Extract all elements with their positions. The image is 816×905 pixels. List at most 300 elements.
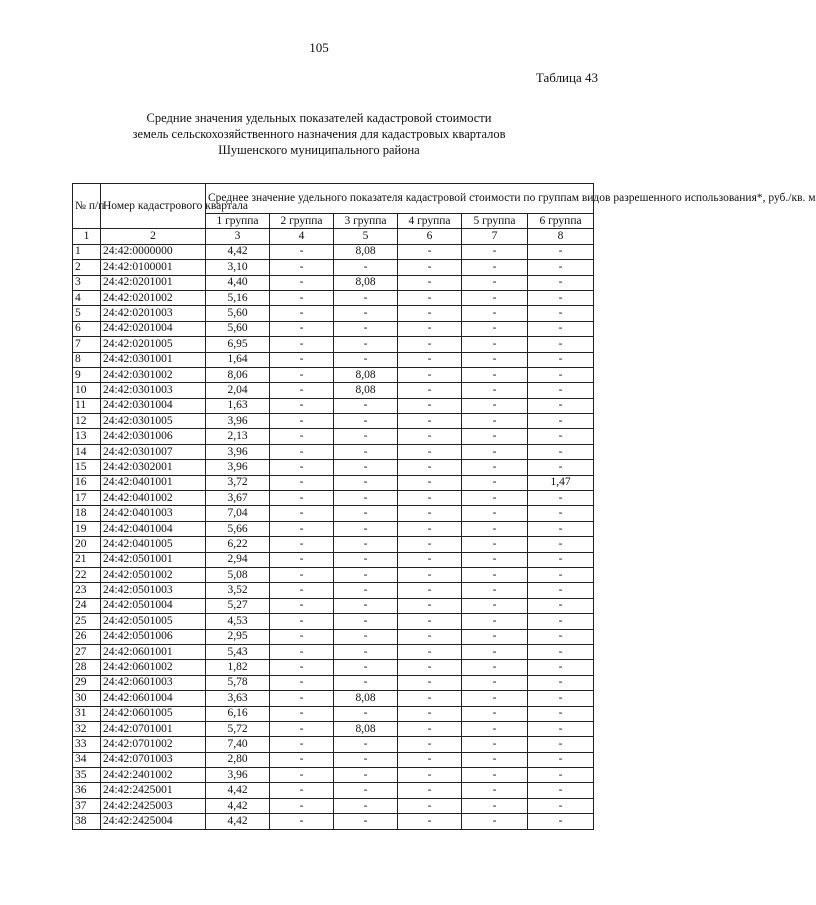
group-3-value: - — [334, 752, 398, 767]
quarter-number: 24:42:0301005 — [101, 414, 206, 429]
group-3-value: - — [334, 783, 398, 798]
quarter-number: 24:42:0201001 — [101, 275, 206, 290]
group-2-value: - — [270, 737, 334, 752]
group-5-value: - — [462, 798, 528, 813]
group-2-value: - — [270, 321, 334, 336]
table-row — [73, 352, 594, 367]
group-3-value: - — [334, 567, 398, 582]
group-6-value: - — [528, 537, 594, 552]
group-5-value: - — [462, 321, 528, 336]
quarter-number: 24:42:0401005 — [101, 537, 206, 552]
table-row — [73, 537, 594, 552]
group-4-value: - — [398, 414, 462, 429]
table-row — [73, 583, 594, 598]
group-2-value: - — [270, 367, 334, 382]
group-1-value: 5,60 — [206, 321, 270, 336]
table-row — [73, 460, 594, 475]
group-1-value: 3,72 — [206, 475, 270, 490]
table-row — [73, 783, 594, 798]
table-row — [73, 629, 594, 644]
table-row — [73, 721, 594, 736]
table-row — [73, 306, 594, 321]
group-2-value: - — [270, 798, 334, 813]
group-6-value: - — [528, 614, 594, 629]
row-number: 22 — [73, 567, 101, 582]
col-number: 8 — [528, 229, 594, 244]
group-3-value: - — [334, 706, 398, 721]
table-label: Таблица 43 — [535, 70, 598, 85]
header-average-value: Среднее значение удельного показателя кадастровой стоимости по группам видов разрешенного использования*, руб./кв. м — [206, 184, 594, 214]
table-row — [73, 367, 594, 382]
row-number: 20 — [73, 537, 101, 552]
col-number: 7 — [462, 229, 528, 244]
quarter-number: 24:42:0302001 — [101, 460, 206, 475]
group-1-value: 3,63 — [206, 691, 270, 706]
group-6-value: - — [528, 260, 594, 275]
group-1-value: 2,13 — [206, 429, 270, 444]
group-2-value: - — [270, 260, 334, 275]
table-row — [73, 614, 594, 629]
row-number: 32 — [73, 721, 101, 736]
group-4-value: - — [398, 567, 462, 582]
group-2-value: - — [270, 629, 334, 644]
page-number: 105 — [309, 40, 329, 55]
group-4-value: - — [398, 768, 462, 783]
group-5-value: - — [462, 706, 528, 721]
col-number: 3 — [206, 229, 270, 244]
group-2-value: - — [270, 506, 334, 521]
group-6-value: - — [528, 706, 594, 721]
table-row — [73, 691, 594, 706]
group-2-value: - — [270, 444, 334, 459]
row-number: 33 — [73, 737, 101, 752]
group-1-value: 4,40 — [206, 275, 270, 290]
group-4-value: - — [398, 583, 462, 598]
group-3-value: - — [334, 337, 398, 352]
table-row — [73, 444, 594, 459]
group-6-value: - — [528, 814, 594, 829]
group-4-value: - — [398, 429, 462, 444]
group-1-value: 7,40 — [206, 737, 270, 752]
group-5-value: - — [462, 552, 528, 567]
group-2-value: - — [270, 290, 334, 305]
table-row — [73, 475, 594, 490]
group-1-value: 2,94 — [206, 552, 270, 567]
group-2-value: - — [270, 244, 334, 259]
group-3-value: - — [334, 598, 398, 613]
row-number: 19 — [73, 521, 101, 536]
row-number: 37 — [73, 798, 101, 813]
group-3-value: - — [334, 260, 398, 275]
group-4-value: - — [398, 752, 462, 767]
group-3-value: 8,08 — [334, 244, 398, 259]
group-1-value: 4,42 — [206, 244, 270, 259]
group-2-value: - — [270, 660, 334, 675]
header-group-2: 2 группа — [270, 214, 334, 229]
group-5-value: - — [462, 691, 528, 706]
document-title — [0, 110, 638, 158]
group-2-value: - — [270, 537, 334, 552]
group-6-value: - — [528, 244, 594, 259]
group-5-value: - — [462, 383, 528, 398]
table-row — [73, 260, 594, 275]
group-6-value: - — [528, 721, 594, 736]
quarter-number: 24:42:0201004 — [101, 321, 206, 336]
group-3-value: - — [334, 444, 398, 459]
group-4-value: - — [398, 290, 462, 305]
title-line-3: Шушенского муниципального района — [218, 143, 420, 157]
group-2-value: - — [270, 768, 334, 783]
group-3-value: - — [334, 798, 398, 813]
group-1-value: 2,95 — [206, 629, 270, 644]
group-2-value: - — [270, 721, 334, 736]
table-row — [73, 814, 594, 829]
group-5-value: - — [462, 444, 528, 459]
row-number: 8 — [73, 352, 101, 367]
group-6-value: - — [528, 752, 594, 767]
group-4-value: - — [398, 244, 462, 259]
table-row — [73, 244, 594, 259]
table-row — [73, 521, 594, 536]
group-4-value: - — [398, 398, 462, 413]
group-4-value: - — [398, 706, 462, 721]
row-number: 2 — [73, 260, 101, 275]
quarter-number: 24:42:0201005 — [101, 337, 206, 352]
group-3-value: - — [334, 675, 398, 690]
group-4-value: - — [398, 737, 462, 752]
group-5-value: - — [462, 290, 528, 305]
group-3-value: 8,08 — [334, 691, 398, 706]
quarter-number: 24:42:2425001 — [101, 783, 206, 798]
table-row — [73, 660, 594, 675]
group-1-value: 5,16 — [206, 290, 270, 305]
group-4-value: - — [398, 814, 462, 829]
group-6-value: - — [528, 383, 594, 398]
quarter-number: 24:42:0601004 — [101, 691, 206, 706]
title-line-1: Средние значения удельных показателей кадастровой стоимости — [146, 111, 492, 125]
group-5-value: - — [462, 644, 528, 659]
quarter-number: 24:42:0301006 — [101, 429, 206, 444]
quarter-number: 24:42:0701001 — [101, 721, 206, 736]
group-4-value: - — [398, 660, 462, 675]
group-3-value: - — [334, 629, 398, 644]
group-3-value: - — [334, 491, 398, 506]
group-4-value: - — [398, 798, 462, 813]
header-no: № п/п — [73, 184, 101, 229]
group-1-value: 5,43 — [206, 644, 270, 659]
group-4-value: - — [398, 614, 462, 629]
group-3-value: - — [334, 521, 398, 536]
row-number: 6 — [73, 321, 101, 336]
group-3-value: 8,08 — [334, 367, 398, 382]
row-number: 1 — [73, 244, 101, 259]
header-row-1 — [73, 184, 594, 214]
group-2-value: - — [270, 521, 334, 536]
group-3-value: - — [334, 583, 398, 598]
group-3-value: - — [334, 506, 398, 521]
quarter-number: 24:42:0301007 — [101, 444, 206, 459]
quarter-number: 24:42:2401002 — [101, 768, 206, 783]
group-6-value: - — [528, 444, 594, 459]
group-2-value: - — [270, 414, 334, 429]
group-5-value: - — [462, 306, 528, 321]
table-row — [73, 706, 594, 721]
group-4-value: - — [398, 506, 462, 521]
row-number: 25 — [73, 614, 101, 629]
row-number: 28 — [73, 660, 101, 675]
group-4-value: - — [398, 537, 462, 552]
quarter-number: 24:42:0501002 — [101, 567, 206, 582]
group-3-value: - — [334, 306, 398, 321]
quarter-number: 24:42:0501001 — [101, 552, 206, 567]
quarter-number: 24:42:0301004 — [101, 398, 206, 413]
group-3-value: - — [334, 768, 398, 783]
row-number: 3 — [73, 275, 101, 290]
quarter-number: 24:42:0601001 — [101, 644, 206, 659]
header-quarter: Номер кадастрового квартала — [101, 184, 206, 229]
group-2-value: - — [270, 691, 334, 706]
group-6-value: - — [528, 337, 594, 352]
group-3-value: 8,08 — [334, 721, 398, 736]
group-4-value: - — [398, 367, 462, 382]
title-line-2: земель сельскохозяйственного назначения для кадастровых кварталов — [132, 127, 506, 141]
group-5-value: - — [462, 660, 528, 675]
row-number: 13 — [73, 429, 101, 444]
group-1-value: 3,96 — [206, 768, 270, 783]
group-3-value: - — [334, 660, 398, 675]
group-5-value: - — [462, 352, 528, 367]
group-4-value: - — [398, 337, 462, 352]
group-5-value: - — [462, 414, 528, 429]
group-5-value: - — [462, 614, 528, 629]
table-row — [73, 414, 594, 429]
group-6-value: - — [528, 429, 594, 444]
group-6-value: - — [528, 598, 594, 613]
group-5-value: - — [462, 429, 528, 444]
table-row — [73, 768, 594, 783]
quarter-number: 24:42:0301003 — [101, 383, 206, 398]
row-number: 10 — [73, 383, 101, 398]
group-1-value: 3,10 — [206, 260, 270, 275]
group-5-value: - — [462, 629, 528, 644]
group-3-value: - — [334, 414, 398, 429]
table-row — [73, 491, 594, 506]
group-5-value: - — [462, 567, 528, 582]
group-5-value: - — [462, 768, 528, 783]
group-3-value: - — [334, 537, 398, 552]
group-5-value: - — [462, 783, 528, 798]
group-1-value: 1,82 — [206, 660, 270, 675]
group-5-value: - — [462, 737, 528, 752]
row-number: 7 — [73, 337, 101, 352]
group-5-value: - — [462, 506, 528, 521]
group-4-value: - — [398, 552, 462, 567]
quarter-number: 24:42:0401001 — [101, 475, 206, 490]
group-2-value: - — [270, 598, 334, 613]
group-2-value: - — [270, 475, 334, 490]
table-row — [73, 737, 594, 752]
group-3-value: - — [334, 644, 398, 659]
group-6-value: - — [528, 768, 594, 783]
quarter-number: 24:42:2425003 — [101, 798, 206, 813]
group-1-value: 4,42 — [206, 798, 270, 813]
quarter-number: 24:42:2425004 — [101, 814, 206, 829]
quarter-number: 24:42:0000000 — [101, 244, 206, 259]
group-2-value: - — [270, 675, 334, 690]
group-1-value: 3,67 — [206, 491, 270, 506]
group-2-value: - — [270, 783, 334, 798]
group-5-value: - — [462, 367, 528, 382]
group-3-value: 8,08 — [334, 383, 398, 398]
group-6-value: - — [528, 306, 594, 321]
group-1-value: 4,42 — [206, 814, 270, 829]
col-number: 6 — [398, 229, 462, 244]
row-number: 26 — [73, 629, 101, 644]
row-number: 14 — [73, 444, 101, 459]
group-4-value: - — [398, 629, 462, 644]
table-row — [73, 752, 594, 767]
group-2-value: - — [270, 491, 334, 506]
group-4-value: - — [398, 383, 462, 398]
group-3-value: - — [334, 737, 398, 752]
row-number: 18 — [73, 506, 101, 521]
group-6-value: - — [528, 629, 594, 644]
group-3-value: - — [334, 429, 398, 444]
group-2-value: - — [270, 583, 334, 598]
group-6-value: - — [528, 644, 594, 659]
quarter-number: 24:42:0100001 — [101, 260, 206, 275]
group-3-value: - — [334, 475, 398, 490]
group-2-value: - — [270, 644, 334, 659]
group-2-value: - — [270, 337, 334, 352]
row-number: 5 — [73, 306, 101, 321]
group-6-value: - — [528, 460, 594, 475]
group-6-value: - — [528, 691, 594, 706]
quarter-number: 24:42:0701002 — [101, 737, 206, 752]
quarter-number: 24:42:0201003 — [101, 306, 206, 321]
table-row — [73, 598, 594, 613]
group-2-value: - — [270, 752, 334, 767]
group-4-value: - — [398, 675, 462, 690]
group-4-value: - — [398, 721, 462, 736]
group-4-value: - — [398, 521, 462, 536]
quarter-number: 24:42:0601003 — [101, 675, 206, 690]
row-number: 34 — [73, 752, 101, 767]
table-row — [73, 567, 594, 582]
row-number: 27 — [73, 644, 101, 659]
row-number: 11 — [73, 398, 101, 413]
table-row — [73, 290, 594, 305]
group-5-value: - — [462, 260, 528, 275]
group-1-value: 6,95 — [206, 337, 270, 352]
group-6-value: - — [528, 491, 594, 506]
group-1-value: 5,78 — [206, 675, 270, 690]
group-4-value: - — [398, 783, 462, 798]
group-1-value: 3,52 — [206, 583, 270, 598]
group-1-value: 6,16 — [206, 706, 270, 721]
row-number: 4 — [73, 290, 101, 305]
group-2-value: - — [270, 614, 334, 629]
row-number: 23 — [73, 583, 101, 598]
cadastral-value-table — [72, 183, 816, 830]
row-number: 29 — [73, 675, 101, 690]
group-3-value: - — [334, 552, 398, 567]
group-6-value: 1,47 — [528, 475, 594, 490]
row-number: 24 — [73, 598, 101, 613]
group-6-value: - — [528, 414, 594, 429]
table-row — [73, 275, 594, 290]
table-row — [73, 383, 594, 398]
group-5-value: - — [462, 675, 528, 690]
table-row — [73, 675, 594, 690]
row-number: 38 — [73, 814, 101, 829]
row-number: 21 — [73, 552, 101, 567]
table-body — [73, 244, 594, 829]
group-1-value: 5,66 — [206, 521, 270, 536]
table-row — [73, 337, 594, 352]
group-5-value: - — [462, 337, 528, 352]
group-4-value: - — [398, 306, 462, 321]
group-5-value: - — [462, 244, 528, 259]
group-6-value: - — [528, 552, 594, 567]
quarter-number: 24:42:0301002 — [101, 367, 206, 382]
group-5-value: - — [462, 814, 528, 829]
group-1-value: 4,42 — [206, 783, 270, 798]
row-number: 30 — [73, 691, 101, 706]
header-group-4: 4 группа — [398, 214, 462, 229]
group-2-value: - — [270, 306, 334, 321]
group-1-value: 5,27 — [206, 598, 270, 613]
group-1-value: 4,53 — [206, 614, 270, 629]
group-6-value: - — [528, 783, 594, 798]
group-2-value: - — [270, 352, 334, 367]
header-group-6: 6 группа — [528, 214, 594, 229]
group-6-value: - — [528, 352, 594, 367]
group-6-value: - — [528, 521, 594, 536]
col-number: 1 — [73, 229, 101, 244]
group-4-value: - — [398, 691, 462, 706]
group-4-value: - — [398, 260, 462, 275]
group-2-value: - — [270, 552, 334, 567]
group-1-value: 2,80 — [206, 752, 270, 767]
group-1-value: 5,72 — [206, 721, 270, 736]
header-group-3: 3 группа — [334, 214, 398, 229]
group-6-value: - — [528, 798, 594, 813]
table-row — [73, 321, 594, 336]
header-group-5: 5 группа — [462, 214, 528, 229]
group-5-value: - — [462, 598, 528, 613]
group-1-value: 5,60 — [206, 306, 270, 321]
quarter-number: 24:42:0701003 — [101, 752, 206, 767]
row-number: 9 — [73, 367, 101, 382]
row-number: 36 — [73, 783, 101, 798]
group-2-value: - — [270, 275, 334, 290]
group-2-value: - — [270, 460, 334, 475]
quarter-number: 24:42:0501006 — [101, 629, 206, 644]
group-6-value: - — [528, 506, 594, 521]
table-row — [73, 798, 594, 813]
group-1-value: 8,06 — [206, 367, 270, 382]
group-4-value: - — [398, 491, 462, 506]
group-1-value: 2,04 — [206, 383, 270, 398]
group-1-value: 6,22 — [206, 537, 270, 552]
group-2-value: - — [270, 398, 334, 413]
group-6-value: - — [528, 583, 594, 598]
group-2-value: - — [270, 567, 334, 582]
group-5-value: - — [462, 521, 528, 536]
quarter-number: 24:42:0501003 — [101, 583, 206, 598]
group-2-value: - — [270, 706, 334, 721]
